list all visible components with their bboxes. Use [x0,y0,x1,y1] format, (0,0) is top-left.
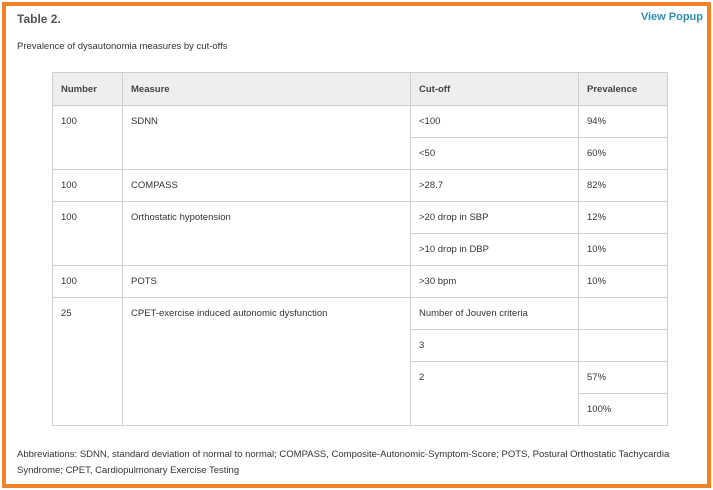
table-row [53,266,668,298]
cutoff-cell: 3 [411,330,579,362]
cutoff-cell: Number of Jouven criteria [411,298,579,330]
table-row [53,202,668,234]
cutoff-cell: >30 bpm [411,266,579,298]
measure-cell: CPET-exercise induced autonomic dysfunction [123,298,411,426]
prevalence-cell: 82% [579,170,668,202]
column-header-prevalence: Prevalence [579,73,668,106]
prevalence-cell: 94% [579,106,668,138]
table-row [53,298,668,330]
prevalence-cell: 57% [579,362,668,394]
measure-cell: Orthostatic hypotension [123,202,411,266]
prevalence-cell [579,298,668,330]
number-cell: 100 [53,106,123,170]
cutoff-cell: >28.7 [411,170,579,202]
prevalence-cell [579,330,668,362]
table-header-row [53,73,668,106]
number-cell: 100 [53,266,123,298]
table-panel [2,2,711,488]
prevalence-table [52,72,668,426]
table-row [53,106,668,138]
column-header-measure: Measure [123,73,411,106]
column-header-number: Number [53,73,123,106]
measure-cell: COMPASS [123,170,411,202]
cutoff-cell: >10 drop in DBP [411,234,579,266]
table-row [53,170,668,202]
prevalence-cell: 60% [579,138,668,170]
number-cell: 100 [53,170,123,202]
table-title: Table 2. [17,12,61,26]
number-cell: 25 [53,298,123,426]
measure-cell: POTS [123,266,411,298]
measure-cell: SDNN [123,106,411,170]
prevalence-cell: 10% [579,234,668,266]
view-popup-link[interactable]: View Popup [640,11,703,23]
cutoff-cell: <50 [411,138,579,170]
cutoff-cell: 2 [411,362,579,426]
prevalence-cell: 100% [579,394,668,426]
table-footnote: Abbreviations: SDNN, standard deviation of normal to normal; COMPASS, Composite-Autonomic-Symptom-Score; POTS, Postural Orthostatic Tachycardia Syndrome; CPET, Cardiopulmonary Exercise Testing [17,449,670,476]
prevalence-cell: 10% [579,266,668,298]
table-caption: Prevalence of dysautonomia measures by cut-offs [17,41,228,52]
number-cell: 100 [53,202,123,266]
cutoff-cell: <100 [411,106,579,138]
column-header-cutoff: Cut-off [411,73,579,106]
prevalence-cell: 12% [579,202,668,234]
cutoff-cell: >20 drop in SBP [411,202,579,234]
